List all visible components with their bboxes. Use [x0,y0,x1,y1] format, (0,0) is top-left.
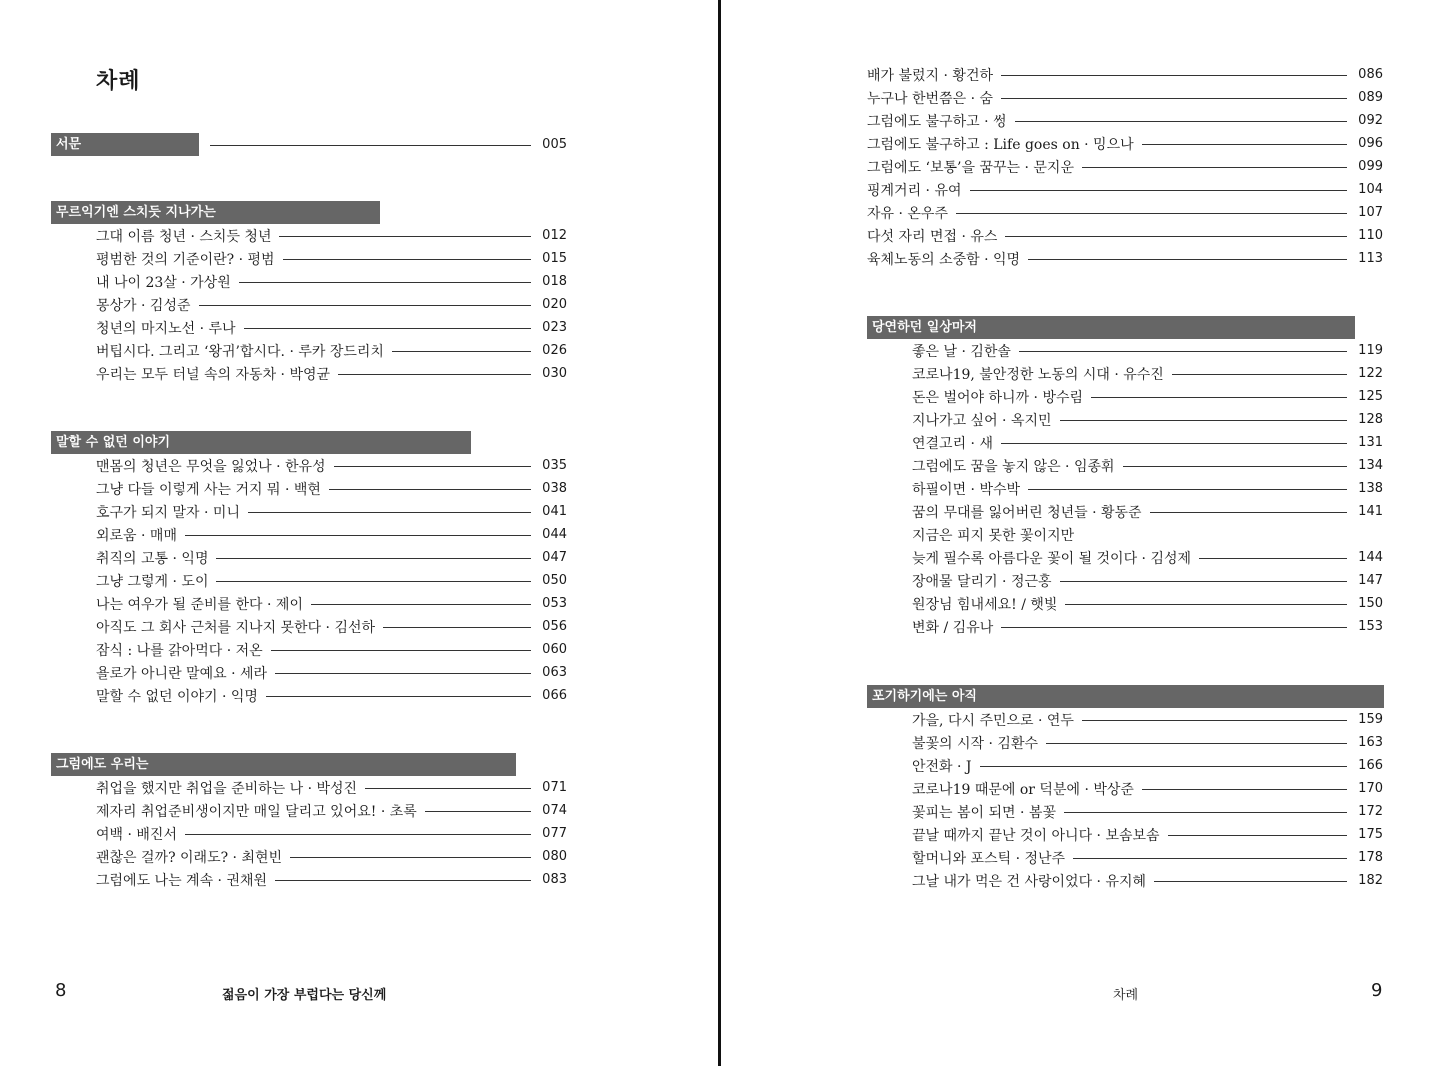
page-number: 077 [542,826,567,841]
preface-label: 서문 [51,133,199,156]
toc-entry[interactable] [912,454,1383,477]
toc-entry[interactable] [912,869,1383,892]
leader-line [1005,236,1347,237]
leader-line [1060,420,1347,421]
leader-line [239,282,531,283]
entry-title: 잠식 : 나를 갉아먹다 · 저온 [96,642,263,659]
entry-title: 연결고리 · 새 [912,435,993,452]
toc-entry[interactable] [912,500,1383,523]
toc-entry[interactable] [96,868,567,891]
toc-entry[interactable] [867,224,1383,247]
section-heading: 말할 수 없던 이야기 [51,431,471,454]
section-heading: 그럼에도 우리는 [51,753,516,776]
toc-entry[interactable] [96,454,567,477]
page-number: 056 [542,619,567,634]
page-number-left: 8 [55,980,67,1001]
leader-line [338,374,531,375]
leader-line [1060,581,1347,582]
page-number: 066 [542,688,567,703]
right-page [721,0,1440,1066]
toc-entry[interactable] [96,799,567,822]
page-number: 050 [542,573,567,588]
entry-title: 좋은 날 · 김한솔 [912,343,1011,360]
leader-line [283,259,531,260]
page-number: 083 [542,872,567,887]
entry-title: 육체노동의 소중함 · 익명 [867,251,1021,268]
entry-title: 돈은 벌어야 하니까 · 방수림 [912,389,1084,406]
leader-line [1046,743,1347,744]
entry-title: 취업을 했지만 취업을 준비하는 나 · 박성진 [96,780,358,797]
entry-title: 제자리 취업준비생이지만 매일 달리고 있어요! · 초록 [96,803,417,820]
leader-line [1064,812,1347,813]
toc-entry[interactable] [912,777,1383,800]
page-number: 141 [1358,504,1383,519]
leader-line [271,650,531,651]
toc-entry[interactable] [867,247,1383,270]
section-1 [51,201,567,385]
page-number: 020 [542,297,567,312]
toc-entry[interactable] [912,408,1383,431]
page-number: 053 [542,596,567,611]
toc-entry[interactable] [96,845,567,868]
entry-title: 괜찮은 걸까? 이래도? · 최현빈 [96,849,283,866]
page-number: 089 [1358,90,1383,105]
leader-line [216,581,531,582]
toc-entry[interactable] [912,708,1383,731]
page-number: 128 [1358,412,1383,427]
entry-title: 그냥 다들 이렇게 사는 거지 뭐 · 백현 [96,481,321,498]
toc-entry[interactable] [912,592,1383,615]
leader-line [216,558,531,559]
entry-title: 그럼에도 ‘보통’을 꿈꾸는 · 문지운 [867,159,1074,176]
page-number: 172 [1358,804,1383,819]
page-number: 063 [542,665,567,680]
page-number: 005 [542,137,567,152]
toc-entry[interactable] [912,362,1383,385]
toc-entry[interactable] [867,132,1383,155]
entry-title: 그럼에도 불구하고 : Life goes on · 밍으나 [867,136,1134,153]
page-number: 012 [542,228,567,243]
toc-entry[interactable] [96,477,567,500]
entry-title: 코로나19, 불안정한 노동의 시대 · 유수진 [912,366,1164,383]
page-number: 035 [542,458,567,473]
leader-line [1065,604,1347,605]
entry-title: 여백 · 배진서 [96,826,177,843]
page-number: 134 [1358,458,1383,473]
page-number: 122 [1358,366,1383,381]
toc-entry[interactable] [96,592,567,615]
entry-title: 평범한 것의 기준이란? · 평범 [96,251,275,268]
section-5 [867,685,1383,892]
leader-line [1150,512,1347,513]
entry-list [51,776,567,891]
page-number: 047 [542,550,567,565]
toc-entry[interactable] [867,109,1383,132]
toc-entry[interactable] [912,523,1383,546]
entry-title: 코로나19 때문에 or 덕분에 · 박상준 [912,781,1134,798]
entry-title: 할머니와 포스틱 · 정난주 [912,850,1066,867]
entry-list [867,63,1383,270]
entry-title: 지나가고 싶어 · 옥지민 [912,412,1052,429]
leader-line [392,351,531,352]
entry-title: 배가 불렀지 · 황건하 [867,67,993,84]
leader-line [290,857,531,858]
leader-line [1082,720,1347,721]
entry-title: 지금은 피지 못한 꽃이지만 [912,527,1075,544]
leader-line [329,489,531,490]
entry-title: 청년의 마지노선 · 루나 [96,320,236,337]
entry-title: 취직의 고통 · 익명 [96,550,209,567]
leader-line [1028,489,1347,490]
page-number: 166 [1358,758,1383,773]
entry-title: 늦게 필수록 아름다운 꽃이 될 것이다 · 김성제 [912,550,1192,567]
entry-title: 맨몸의 청년은 무엇을 잃었나 · 한유성 [96,458,326,475]
leader-line [1154,881,1347,882]
page-number: 041 [542,504,567,519]
page-number: 023 [542,320,567,335]
entry-list [51,454,567,707]
page-number: 086 [1358,67,1383,82]
leader-line [1091,397,1347,398]
leader-line [1001,75,1347,76]
page-number: 060 [542,642,567,657]
toc-entry[interactable] [96,569,567,592]
leader-line [956,213,1347,214]
entry-title: 그냥 그렇게 · 도이 [96,573,209,590]
entry-title: 원장님 힘내세요! / 햇빛 [912,596,1058,613]
toc-entry[interactable] [96,339,567,362]
toc-entry[interactable] [96,684,567,707]
entry-title: 그날 내가 먹은 건 사랑이었다 · 유지혜 [912,873,1147,890]
toc-entry[interactable] [96,822,567,845]
leader-line [970,190,1348,191]
toc-entry[interactable] [912,477,1383,500]
entry-title: 호구가 되지 말자 · 미니 [96,504,240,521]
leader-line [266,696,531,697]
leader-line [1168,835,1347,836]
leader-line [1015,121,1347,122]
entry-title: 가을, 다시 주민으로 · 연두 [912,712,1074,729]
page-number: 170 [1358,781,1383,796]
page-number: 099 [1358,159,1383,174]
running-title-right: 차례 [1113,988,1139,1003]
toc-entry[interactable] [96,615,567,638]
toc-entry[interactable] [867,178,1383,201]
leader-line [1001,98,1347,99]
page-number: 110 [1358,228,1383,243]
toc-entry[interactable] [96,316,567,339]
entry-title: 꿈의 무대를 잃어버린 청년들 · 황동준 [912,504,1142,521]
toc-entry[interactable] [912,754,1383,777]
entry-title: 말할 수 없던 이야기 · 익명 [96,688,258,705]
page-number: 092 [1358,113,1383,128]
leader-line [185,535,531,536]
leader-line [311,604,531,605]
leader-line [1172,374,1347,375]
leader-line [279,236,531,237]
entry-title: 외로움 · 매매 [96,527,177,544]
leader-line [1199,558,1347,559]
preface-entry[interactable] [51,133,567,156]
page-number: 026 [542,343,567,358]
page-number: 150 [1358,596,1383,611]
page-number: 144 [1358,550,1383,565]
leader-line [1073,858,1347,859]
entry-title: 아직도 그 회사 근처를 지나지 못한다 · 김선하 [96,619,376,636]
toc-entry[interactable] [912,546,1383,569]
leader-line [244,328,531,329]
entry-title: 버팁시다. 그리고 ‘왕귀’합시다. · 루카 장드리치 [96,343,384,360]
entry-list [51,224,567,385]
toc-entry[interactable] [96,270,567,293]
entry-title: 불꽃의 시작 · 김환수 [912,735,1038,752]
entry-list [867,708,1383,892]
entry-title: 끝날 때까지 끝난 것이 아니다 · 보솜보솜 [912,827,1160,844]
leader-line [1019,351,1347,352]
leader-line [185,834,531,835]
entry-title: 그럼에도 불구하고 · 썽 [867,113,1007,130]
leader-line [275,880,531,881]
toc-entry[interactable] [96,247,567,270]
page-number: 178 [1358,850,1383,865]
entry-title: 내 나이 23살 · 가상원 [96,274,231,291]
page-number: 107 [1358,205,1383,220]
toc-entry[interactable] [96,500,567,523]
page-number: 018 [542,274,567,289]
page-number: 125 [1358,389,1383,404]
page-number: 071 [542,780,567,795]
page-number: 159 [1358,712,1383,727]
toc-entry[interactable] [96,523,567,546]
section-heading: 포기하기에는 아직 [867,685,1384,708]
section-3 [51,753,567,891]
leader-line [275,673,531,674]
entry-title: 다섯 자리 면접 · 유스 [867,228,998,245]
section-heading: 당연하던 일상마저 [867,316,1355,339]
toc-entry[interactable] [867,63,1383,86]
toc-entry[interactable] [96,293,567,316]
page-number-right: 9 [1371,980,1383,1001]
leader-line [199,305,532,306]
page-number: 119 [1358,343,1383,358]
leader-line [210,145,531,146]
toc-entry[interactable] [96,362,567,385]
continued-section [867,63,1383,270]
toc-entry[interactable] [867,201,1383,224]
leader-line [383,627,531,628]
toc-entry[interactable] [912,846,1383,869]
leader-line [248,512,531,513]
leader-line [1001,443,1347,444]
entry-title: 몽상가 · 김성준 [96,297,191,314]
page-number: 138 [1358,481,1383,496]
entry-title: 우리는 모두 터널 속의 자동차 · 박영균 [96,366,331,383]
toc-entry[interactable] [96,546,567,569]
left-page [0,0,719,1066]
toc-entry[interactable] [912,615,1383,638]
toc-entry[interactable] [912,823,1383,846]
toc-entry[interactable] [867,86,1383,109]
entry-title: 그럼에도 나는 계속 · 권채원 [96,872,268,889]
toc-entry[interactable] [96,224,567,247]
page-number: 153 [1358,619,1383,634]
toc-entry[interactable] [867,155,1383,178]
page-number: 030 [542,366,567,381]
entry-title: 하필이면 · 박수박 [912,481,1021,498]
entry-title: 안전화 · J [912,758,972,775]
page-number: 044 [542,527,567,542]
entry-title: 핑계거리 · 유여 [867,182,962,199]
toc-entry[interactable] [912,731,1383,754]
page-number: 096 [1358,136,1383,151]
page-number: 147 [1358,573,1383,588]
leader-line [1028,259,1347,260]
leader-line [1001,627,1347,628]
leader-line [980,766,1347,767]
page-number: 038 [542,481,567,496]
leader-line [1123,466,1347,467]
toc-entry[interactable] [96,661,567,684]
section-2 [51,431,567,707]
toc-entry[interactable] [96,776,567,799]
preface-row [51,133,567,156]
toc-entry[interactable] [912,339,1383,362]
entry-title: 자유 · 온우주 [867,205,948,222]
toc-title: 차례 [96,69,141,94]
entry-title: 장애물 달리기 · 정근홍 [912,573,1052,590]
entry-title: 그대 이름 청년 · 스치듯 청년 [96,228,272,245]
section-heading: 무르익기엔 스치듯 지나가는 [51,201,380,224]
section-4 [867,316,1383,638]
entry-title: 꽃피는 봄이 되면 · 봄꽃 [912,804,1056,821]
page-number: 080 [542,849,567,864]
toc-entry[interactable] [912,800,1383,823]
leader-line [1142,144,1347,145]
leader-line [334,466,531,467]
leader-line [365,788,531,789]
entry-list [867,339,1383,638]
toc-entry[interactable] [96,638,567,661]
entry-title: 누구나 한번쯤은 · 숨 [867,90,993,107]
entry-title: 욜로가 아니란 말예요 · 세라 [96,665,268,682]
entry-title: 나는 여우가 될 준비를 한다 · 제이 [96,596,303,613]
page-number: 163 [1358,735,1383,750]
leader-line [425,811,531,812]
page-number: 074 [542,803,567,818]
toc-entry[interactable] [912,431,1383,454]
entry-title: 그럼에도 꿈을 놓지 않은 · 임종휘 [912,458,1115,475]
leader-line [1142,789,1347,790]
page-number: 175 [1358,827,1383,842]
page-number: 104 [1358,182,1383,197]
toc-entry[interactable] [912,385,1383,408]
page-number: 182 [1358,873,1383,888]
running-title-left: 젊음이 가장 부럽다는 당신께 [222,988,387,1003]
entry-title: 변화 / 김유나 [912,619,994,636]
toc-entry[interactable] [912,569,1383,592]
page-number: 131 [1358,435,1383,450]
leader-line [1082,167,1347,168]
page-number: 113 [1358,251,1383,266]
page-number: 015 [542,251,567,266]
